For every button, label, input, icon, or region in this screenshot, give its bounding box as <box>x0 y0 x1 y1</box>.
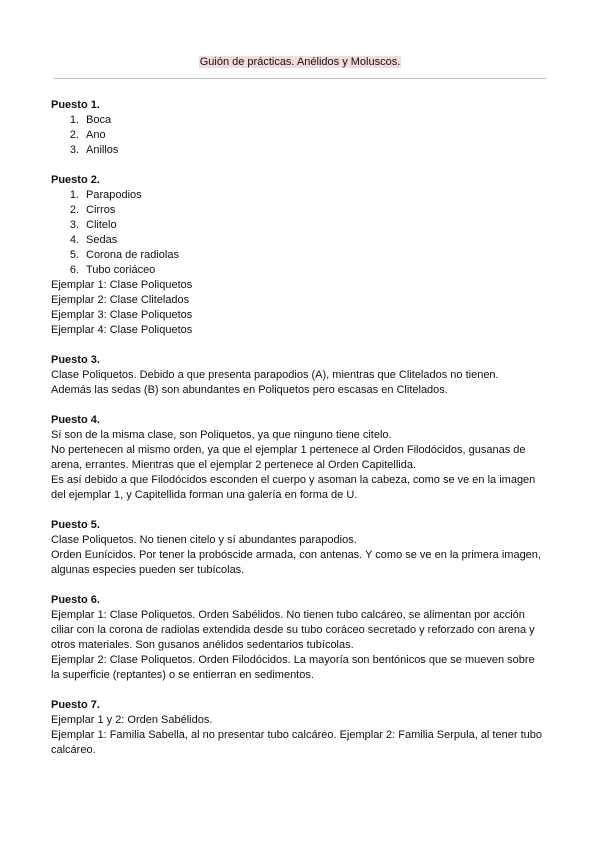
list-item-number: 4. <box>69 234 79 246</box>
list-item <box>51 263 548 278</box>
body-text-line: la superficie (reptantes) o se entierran en sedimentos. <box>51 669 314 681</box>
numbered-list <box>51 188 548 278</box>
body-text-line: del ejemplar 1, y Capitellida forman una galería en forma de U. <box>51 489 358 501</box>
section-puesto-1 <box>51 98 548 158</box>
document-title: Guión de prácticas. Anélidos y Moluscos. <box>199 56 401 68</box>
body-text-line: Ejemplar 1: Familia Sabella, al no presentar tubo calcáreo. Ejemplar 2: Familia Serpula, al tener tubo <box>51 729 542 741</box>
body-text-line: Ejemplar 1: Clase Poliquetos <box>51 279 193 291</box>
body-text-line: Ejemplar 3: Clase Poliquetos <box>51 309 193 321</box>
section-puesto-3 <box>51 353 548 398</box>
list-item-number: 3. <box>69 144 79 156</box>
body-text-line: Ejemplar 4: Clase Poliquetos <box>51 324 193 336</box>
list-item-text: Ano <box>86 129 106 141</box>
section-puesto-6 <box>51 593 548 683</box>
body-text-line: Ejemplar 1: Clase Poliquetos. Orden Sabélidos. No tienen tubo calcáreo, se alimentan por acción <box>51 609 525 621</box>
list-item-number: 1. <box>69 114 79 126</box>
list-item-text: Sedas <box>86 234 118 246</box>
body-text-line: Clase Poliquetos. Debido a que presenta parapodios (A), mientras que Clitelados no tienen. <box>51 369 499 381</box>
section-heading: Puesto 6. <box>51 594 100 606</box>
section-heading: Puesto 4. <box>51 414 100 426</box>
body-text-line: ciliar con la corona de radiolas extendida desde su tubo coráceo secretado y reforzado con arena y <box>51 624 535 636</box>
body-text-line: arena, errantes. Mientras que el ejemplar 2 pertenece al Orden Capitellida. <box>51 459 417 471</box>
body-text-line: algunas especies pueden ser tubícolas. <box>51 564 245 576</box>
document-body <box>51 98 548 773</box>
list-item-number: 6. <box>69 264 79 276</box>
body-text-line: Es así debido a que Filodócidos esconden el cuerpo y asoman la cabeza, como se ve en la imagen <box>51 474 536 486</box>
list-item <box>51 233 548 248</box>
section-puesto-4 <box>51 413 548 503</box>
body-text-line: Clase Poliquetos. No tienen citelo y sí abundantes parapodios. <box>51 534 357 546</box>
list-item-number: 3. <box>69 219 79 231</box>
body-text-line: Orden Eunícidos. Por tener la probóscide armada, con antenas. Y como se ve en la primera imagen, <box>51 549 541 561</box>
header-divider <box>54 78 546 79</box>
list-item <box>51 188 548 203</box>
section-puesto-7 <box>51 698 548 758</box>
body-text-line: Además las sedas (B) son abundantes en Poliquetos pero escasas en Clitelados. <box>51 384 448 396</box>
list-item-number: 2. <box>69 204 79 216</box>
list-item-text: Boca <box>86 114 112 126</box>
list-item-text: Parapodios <box>86 189 142 201</box>
body-text-line: No pertenecen al mismo orden, ya que el ejemplar 1 pertenece al Orden Filodócidos, gusanas de <box>51 444 526 456</box>
list-item-text: Cirros <box>86 204 116 216</box>
body-text-line: otros materiales. Son gusanos anélidos sedentarios tubícolas. <box>51 639 354 651</box>
section-heading: Puesto 1. <box>51 99 100 111</box>
list-item-number: 1. <box>69 189 79 201</box>
page-header <box>0 55 600 69</box>
section-puesto-2 <box>51 173 548 338</box>
list-item <box>51 143 548 158</box>
numbered-list <box>51 113 548 158</box>
list-item <box>51 203 548 218</box>
list-item <box>51 218 548 233</box>
section-heading: Puesto 5. <box>51 519 100 531</box>
list-item-text: Tubo coriáceo <box>86 264 156 276</box>
section-puesto-5 <box>51 518 548 578</box>
list-item-text: Clitelo <box>86 219 117 231</box>
list-item-number: 2. <box>69 129 79 141</box>
body-text-line: Ejemplar 1 y 2: Orden Sabélidos. <box>51 714 213 726</box>
section-heading: Puesto 2. <box>51 174 100 186</box>
list-item-text: Anillos <box>86 144 119 156</box>
list-item <box>51 113 548 128</box>
list-item-number: 5. <box>69 249 79 261</box>
section-heading: Puesto 3. <box>51 354 100 366</box>
section-heading: Puesto 7. <box>51 699 100 711</box>
body-text-line: calcáreo. <box>51 744 96 756</box>
list-item-text: Corona de radiolas <box>86 249 179 261</box>
list-item <box>51 248 548 263</box>
list-item <box>51 128 548 143</box>
body-text-line: Ejemplar 2: Clase Poliquetos. Orden Filodócidos. La mayoría son bentónicos que se mueven sobre <box>51 654 535 666</box>
body-text-line: Ejemplar 2: Clase Clitelados <box>51 294 190 306</box>
body-text-line: Sí son de la misma clase, son Poliquetos, ya que ninguno tiene citelo. <box>51 429 392 441</box>
